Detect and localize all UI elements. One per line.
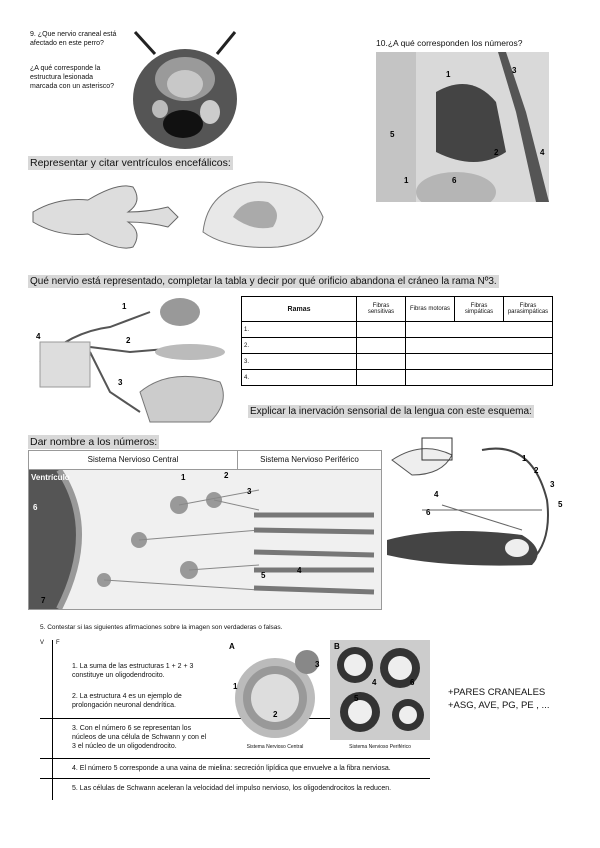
table-row	[242, 338, 553, 354]
table-header-row	[242, 297, 553, 322]
cell-input[interactable]	[406, 322, 553, 338]
col-f: F	[56, 640, 60, 646]
q10-label-3: 3	[512, 66, 517, 75]
col-ramas: Ramas	[242, 297, 357, 322]
tongue-label-2: 2	[534, 466, 539, 475]
ventricles-figure	[28, 172, 348, 257]
branches-table	[241, 296, 553, 386]
row-label-1: 1.	[242, 322, 357, 338]
table-row	[242, 354, 553, 370]
cell-label-4: 4	[297, 566, 302, 575]
q10-label-1b: 1	[404, 176, 409, 185]
tf-block	[40, 640, 430, 800]
col-parasimpaticas: Fibras parasimpáticas	[504, 297, 553, 322]
col-motoras: Fibras motoras	[406, 297, 455, 322]
cell-input[interactable]	[406, 338, 553, 354]
tf-title: 5. Contestar si las siguientes afirmaciones sobre la imagen son verdaderas o falsas.	[40, 624, 283, 631]
q10-title: 10.¿A qué corresponden los números?	[376, 38, 523, 48]
note-line-2: +ASG, AVE, PG, PE , ...	[448, 700, 550, 711]
tf-statement-4: 4. El número 5 corresponde a una vaina de mielina: secreción lipídica que envuelve a la fibra nerviosa.	[72, 765, 391, 772]
tf-b-label-4: 4	[372, 678, 377, 687]
nerve-header: Qué nervio está representado, completar la tabla y decir por qué orificio abandona el cráneo la rama Nº3.	[30, 276, 497, 287]
branches-table-wrap	[241, 296, 553, 386]
q9-question-a: ¿Que nervio craneal está afectado en este perro?	[30, 31, 117, 47]
tf-statement-1: 1. La suma de las estructuras 1 + 2 + 3 constituye un oligodendrocito.	[72, 663, 194, 679]
col-simpaticas: Fibras simpáticas	[455, 297, 504, 322]
row-label-4: 4.	[242, 370, 357, 386]
q9-question-b: ¿A qué corresponde la estructura lesionada marcada con un asterisco?	[30, 65, 115, 90]
nerve-label-2: 2	[126, 336, 131, 345]
table-row	[242, 370, 553, 386]
nervous-system-figure	[28, 450, 382, 610]
dog-mri-image	[125, 24, 245, 149]
snc-title: Sistema Nervioso Central	[29, 451, 238, 470]
tf-b-label-6: 6	[410, 678, 415, 687]
snp-title: Sistema Nervioso Periférico	[238, 451, 381, 470]
cell-label-2: 2	[224, 471, 229, 480]
row-label-3: 3.	[242, 354, 357, 370]
cell-input[interactable]	[357, 338, 406, 354]
tongue-label-4: 4	[434, 490, 439, 499]
nerve-label-3: 3	[118, 378, 123, 387]
histology-image-q10	[376, 52, 549, 202]
tf-a-label-3: 3	[315, 660, 320, 669]
tf-figure-b	[330, 640, 430, 752]
ventricles-header: Representar y citar ventrículos encefálicos:	[30, 157, 231, 169]
tf-fig-a-label: A	[229, 642, 235, 651]
cell-input[interactable]	[357, 354, 406, 370]
row-label-2: 2.	[242, 338, 357, 354]
q10-label-2: 2	[494, 148, 499, 157]
note-block	[448, 686, 549, 712]
col-v: V	[40, 640, 45, 646]
tf-figure-a	[225, 640, 325, 752]
ventricle-label: Ventrículo	[31, 473, 70, 482]
cell-label-6: 6	[33, 503, 38, 512]
tf-fig-a-caption: Sistema Nervioso Central	[246, 744, 304, 750]
cell-label-5: 5	[261, 571, 266, 580]
tf-a-label-1: 1	[233, 682, 238, 691]
cell-input[interactable]	[357, 322, 406, 338]
q9-text-block	[30, 30, 120, 91]
tf-statement-3: 3. Con el número 6 se representan los núcleos de una célula de Schwann y con el 3 el núcleo de un oligodendrocito.	[72, 725, 207, 750]
cell-input[interactable]	[357, 370, 406, 386]
q10-label-4: 4	[540, 148, 545, 157]
q10-label-5: 5	[390, 130, 395, 139]
tf-fig-b-label: B	[334, 642, 340, 651]
tongue-label-3: 3	[550, 480, 555, 489]
tongue-label-1: 1	[522, 454, 527, 463]
cell-label-3: 3	[247, 487, 252, 496]
tf-fig-b-caption: Sistema Nervioso Periférico	[349, 744, 411, 750]
nerve-label-4: 4	[36, 332, 41, 341]
tf-a-label-2: 2	[273, 710, 278, 719]
tongue-header: Explicar la inervación sensorial de la lengua con este esquema:	[250, 406, 532, 417]
names-header: Dar nombre a los números:	[30, 436, 158, 448]
col-sensitivas: Fibras sensitivas	[357, 297, 406, 322]
cell-input[interactable]	[406, 354, 553, 370]
cell-label-1: 1	[181, 473, 186, 482]
cell-input[interactable]	[406, 370, 553, 386]
nerve-label-1: 1	[122, 302, 127, 311]
nerve-figure	[30, 292, 235, 427]
q10-label-6: 6	[452, 176, 457, 185]
tf-b-label-5: 5	[354, 694, 359, 703]
q9-number: 9.	[30, 31, 36, 38]
tf-statement-2: 2. La estructura 4 es un ejemplo de prolongación neuronal dendrítica.	[72, 693, 182, 709]
tongue-label-5: 5	[558, 500, 563, 509]
tongue-label-6: 6	[426, 508, 431, 517]
note-line-1: +PARES CRANEALES	[448, 687, 546, 698]
table-row	[242, 322, 553, 338]
q10-label-1a: 1	[446, 70, 451, 79]
tongue-figure	[382, 430, 572, 570]
tf-statement-5: 5. Las células de Schwann aceleran la velocidad del impulso nervioso, los oligodendrocitos la reducen.	[72, 785, 392, 792]
cell-label-7: 7	[41, 596, 46, 605]
